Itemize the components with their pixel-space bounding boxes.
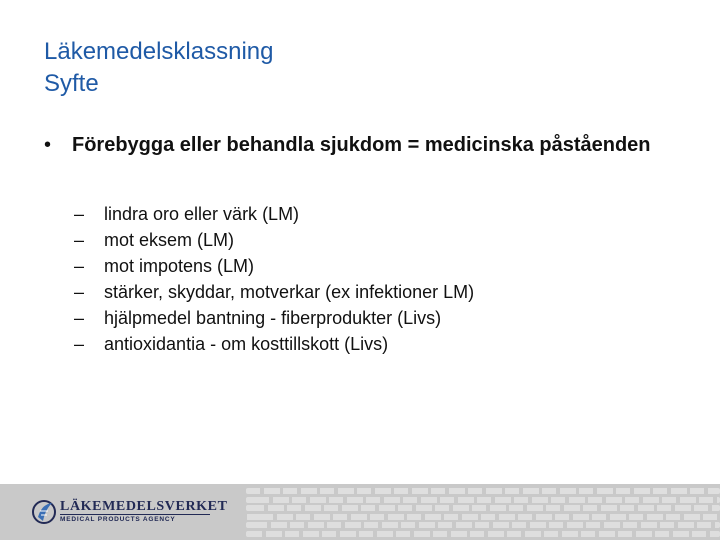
sub-bullet-text: antioxidantia - om kosttillskott (Livs) — [104, 334, 389, 354]
sub-bullet-text: lindra oro eller värk (LM) — [104, 204, 300, 224]
bullet-dash: – — [74, 282, 85, 302]
bullet-dash: – — [74, 204, 85, 224]
pattern-line — [246, 497, 720, 503]
bullet-dot: • — [44, 134, 52, 156]
list-item — [74, 253, 474, 279]
agency-logo — [32, 496, 232, 528]
main-bullet-text: Förebygga eller behandla sjukdom = medicinska påståenden — [72, 134, 651, 156]
slide-title-line1: Läkemedelsklassning — [44, 38, 274, 65]
sub-bullet-list — [74, 201, 474, 357]
agency-subtitle: MEDICAL PRODUCTS AGENCY — [60, 516, 176, 523]
logo-divider — [60, 514, 210, 515]
sub-bullet-text: hjälpmedel bantning - fiberprodukter (Livs) — [104, 308, 442, 328]
sub-bullet-text: stärker, skyddar, motverkar (ex infektioner LM) — [104, 282, 475, 302]
slide-title-line2: Syfte — [44, 70, 99, 97]
list-item — [74, 305, 474, 331]
list-item — [74, 331, 474, 357]
sub-bullet-text: mot eksem (LM) — [104, 230, 235, 250]
list-item — [74, 227, 474, 253]
footer-band — [0, 484, 720, 540]
list-item — [74, 201, 474, 227]
list-item — [74, 279, 474, 305]
bullet-dash: – — [74, 230, 85, 250]
sub-bullet-text: mot impotens (LM) — [104, 256, 255, 276]
bullet-dash: – — [74, 308, 85, 328]
main-bullet — [44, 132, 684, 158]
pattern-line — [246, 531, 720, 537]
slide-title — [44, 36, 273, 100]
agency-name: LÄKEMEDELSVERKET — [60, 499, 228, 514]
agency-emblem-icon — [32, 497, 58, 527]
footer-text-pattern — [246, 488, 720, 540]
bullet-dash: – — [74, 334, 85, 354]
pattern-line — [246, 514, 720, 520]
bullet-dash: – — [74, 256, 85, 276]
pattern-line — [246, 488, 720, 494]
pattern-line — [246, 522, 720, 528]
pattern-line — [246, 505, 720, 511]
